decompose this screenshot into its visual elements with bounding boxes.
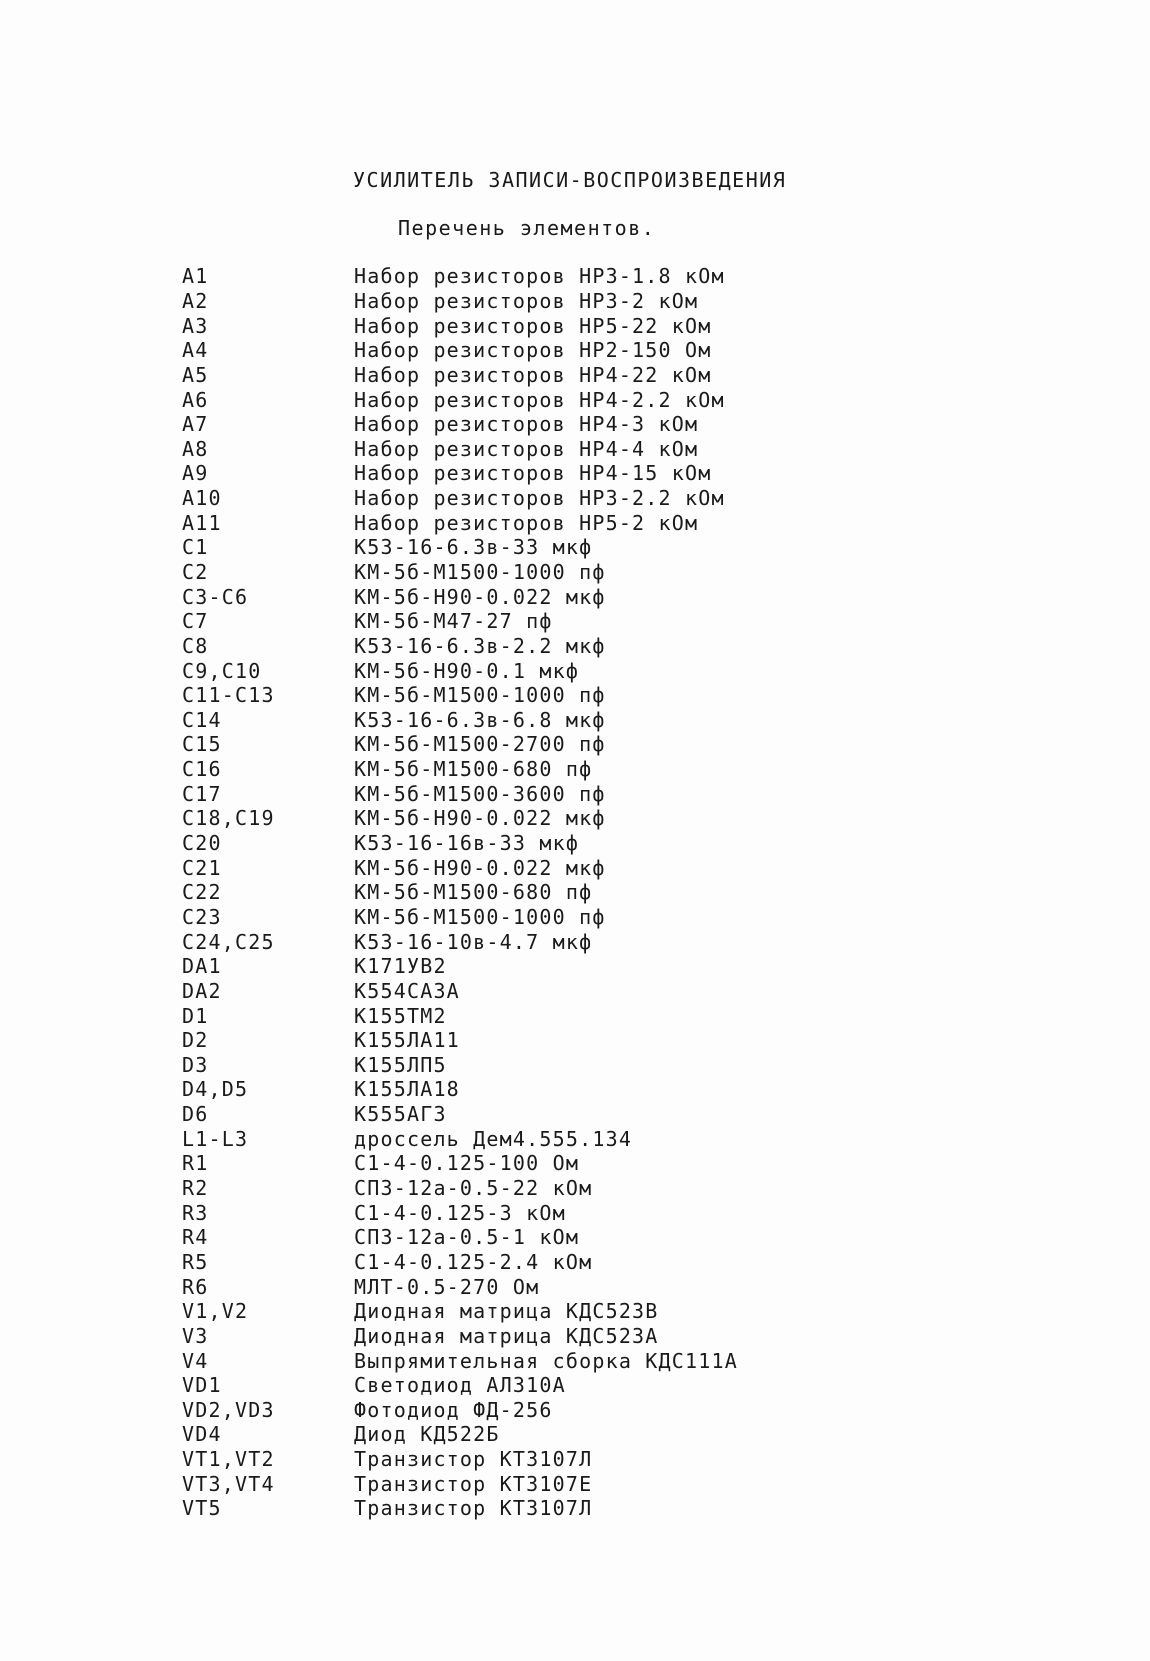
element-list-row — [182, 1176, 1082, 1201]
element-designator: C15 — [182, 732, 222, 757]
element-description: Набор резисторов НР4-2.2 кОм — [354, 387, 725, 412]
element-list-row — [182, 634, 1082, 659]
element-list-row — [182, 584, 1082, 609]
element-designator: R1 — [182, 1151, 209, 1176]
element-designator: V3 — [182, 1323, 209, 1348]
element-list-row — [182, 658, 1082, 683]
element-list-row — [182, 806, 1082, 831]
element-list-row — [182, 486, 1082, 511]
element-designator: C14 — [182, 707, 222, 732]
element-list-row — [182, 708, 1082, 733]
element-list-row — [182, 1225, 1082, 1250]
element-list-row — [182, 683, 1082, 708]
element-description: Набор резисторов НР3-2 кОм — [354, 288, 699, 313]
element-list-row — [182, 1496, 1082, 1521]
element-list-row — [182, 1250, 1082, 1275]
element-designator: D6 — [182, 1102, 209, 1127]
element-list-row — [182, 609, 1082, 634]
element-description: К53-16-6.3в-6.8 мкф — [354, 707, 606, 732]
element-description: С1-4-0.125-3 кОм — [354, 1200, 566, 1225]
element-designator: C21 — [182, 855, 222, 880]
element-designator: D2 — [182, 1028, 209, 1053]
element-designator: DA2 — [182, 978, 222, 1003]
element-description: Диодная матрица КДС523В — [354, 1299, 659, 1324]
element-designator: C24,C25 — [182, 929, 275, 954]
element-designator: D1 — [182, 1003, 209, 1028]
element-designator: A11 — [182, 510, 222, 535]
element-list-row — [182, 855, 1082, 880]
element-description: С1-4-0.125-2.4 кОм — [354, 1249, 593, 1274]
element-designator: V4 — [182, 1348, 209, 1373]
element-designator: A1 — [182, 264, 209, 289]
element-list-row — [182, 831, 1082, 856]
element-list-row — [182, 1053, 1082, 1078]
element-description: Набор резисторов НР3-2.2 кОм — [354, 486, 725, 511]
element-list-row — [182, 1471, 1082, 1496]
element-list-row — [182, 880, 1082, 905]
element-description: КМ-5б-М1500-1000 пф — [354, 683, 606, 708]
element-designator: V1,V2 — [182, 1299, 249, 1324]
element-designator: A7 — [182, 412, 209, 437]
element-list-row — [182, 1348, 1082, 1373]
element-list-row — [182, 363, 1082, 388]
element-designator: C1 — [182, 535, 209, 560]
element-list-row — [182, 338, 1082, 363]
element-list-row — [182, 1397, 1082, 1422]
element-list-row — [182, 313, 1082, 338]
element-description: К53-16-6.3в-33 мкф — [354, 535, 593, 560]
element-description: КМ-5б-Н90-0.022 мкф — [354, 855, 606, 880]
element-list-row — [182, 461, 1082, 486]
element-description: К53-16-10в-4.7 мкф — [354, 929, 593, 954]
element-designator: C8 — [182, 633, 209, 658]
element-list-row — [182, 757, 1082, 782]
element-list-row — [182, 264, 1082, 289]
element-description: КМ-5б-М1500-1000 пф — [354, 560, 606, 584]
element-designator: R6 — [182, 1274, 209, 1299]
element-list-row — [182, 412, 1082, 437]
element-list-row — [182, 387, 1082, 412]
element-list-row — [182, 1028, 1082, 1053]
element-description: Выпрямительная сборка КДС111А — [354, 1348, 738, 1373]
element-list-row — [182, 560, 1082, 585]
element-description: дроссель Дем4.555.134 — [354, 1126, 633, 1151]
element-description: СП3-12а-0.5-1 кОм — [354, 1225, 580, 1250]
element-list-row — [182, 289, 1082, 314]
document-subtitle: Перечень элементов. — [398, 216, 656, 240]
element-list-row — [182, 1447, 1082, 1472]
element-list-row — [182, 732, 1082, 757]
element-description: КМ-5б-М1500-2700 пф — [354, 732, 606, 757]
element-description: СП3-12а-0.5-22 кОм — [354, 1176, 593, 1201]
element-designator: C7 — [182, 609, 209, 634]
element-description: Транзистор КТ3107Л — [354, 1496, 593, 1521]
element-designator: VD4 — [182, 1422, 222, 1447]
element-description: К171УВ2 — [354, 954, 447, 979]
element-designator: C23 — [182, 904, 222, 929]
element-list-row — [182, 436, 1082, 461]
element-description: КМ-5б-М1500-3600 пф — [354, 781, 606, 806]
element-list-row — [182, 1200, 1082, 1225]
element-designator: D4,D5 — [182, 1077, 249, 1102]
element-description: Транзистор КТ3107Е — [354, 1471, 593, 1496]
element-description: КМ-5б-М1500-1000 пф — [354, 904, 606, 929]
element-list-row — [182, 905, 1082, 930]
element-list-row — [182, 1324, 1082, 1349]
element-list-row — [182, 954, 1082, 979]
element-designator: R4 — [182, 1225, 209, 1250]
element-description: КМ-5б-М1500-680 пф — [354, 880, 593, 905]
element-designator: VT3,VT4 — [182, 1471, 275, 1496]
element-list-row — [182, 1003, 1082, 1028]
element-description: К155ЛП5 — [354, 1052, 447, 1077]
element-description: К155ЛА18 — [354, 1077, 460, 1102]
element-description: Набор резисторов НР4-22 кОм — [354, 362, 712, 387]
element-description: К53-16-16в-33 мкф — [354, 831, 580, 856]
element-designator: VT5 — [182, 1496, 222, 1521]
element-description: Транзистор КТ3107Л — [354, 1447, 593, 1472]
element-description: КМ-5б-М1500-680 пф — [354, 757, 593, 782]
element-designator: VT1,VT2 — [182, 1447, 275, 1472]
element-list — [182, 264, 1082, 1521]
element-list-row — [182, 979, 1082, 1004]
element-designator: D3 — [182, 1052, 209, 1077]
element-description: Диод КД522Б — [354, 1422, 500, 1447]
element-designator: A4 — [182, 338, 209, 363]
element-designator: C2 — [182, 560, 209, 584]
element-list-row — [182, 1422, 1082, 1447]
element-designator: C3-C6 — [182, 584, 249, 609]
element-description: Набор резисторов НР3-1.8 кОм — [354, 264, 725, 289]
element-description: Фотодиод ФД-256 — [354, 1397, 553, 1422]
element-list-row — [182, 1126, 1082, 1151]
element-list-row — [182, 535, 1082, 560]
document-title: УСИЛИТЕЛЬ ЗАПИСИ-ВОСПРОИЗВЕДЕНИЯ — [353, 168, 787, 192]
element-description: Набор резисторов НР4-4 кОм — [354, 436, 699, 461]
element-list-row — [182, 1373, 1082, 1398]
element-designator: A5 — [182, 362, 209, 387]
element-description: Светодиод АЛ310А — [354, 1373, 566, 1398]
element-description: С1-4-0.125-100 Ом — [354, 1151, 580, 1176]
element-designator: VD1 — [182, 1373, 222, 1398]
element-designator: A6 — [182, 387, 209, 412]
element-list-row — [182, 929, 1082, 954]
element-description: КМ-5б-Н90-0.1 мкф — [354, 658, 580, 683]
element-list-row — [182, 1077, 1082, 1102]
element-description: К555АГ3 — [354, 1102, 447, 1127]
element-designator: A2 — [182, 288, 209, 313]
element-designator: R2 — [182, 1176, 209, 1201]
element-description: КМ-5б-М47-27 пф — [354, 609, 553, 634]
element-description: Набор резисторов НР4-15 кОм — [354, 461, 712, 486]
element-description: Набор резисторов НР4-3 кОм — [354, 412, 699, 437]
element-description: МЛТ-0.5-270 Ом — [354, 1274, 540, 1299]
element-list-row — [182, 1274, 1082, 1299]
element-description: Набор резисторов НР2-150 Ом — [354, 338, 712, 363]
element-description: КМ-5б-Н90-0.022 мкф — [354, 806, 606, 831]
element-description: Набор резисторов НР5-22 кОм — [354, 313, 712, 338]
element-designator: C16 — [182, 757, 222, 782]
element-designator: A3 — [182, 313, 209, 338]
element-designator: C17 — [182, 781, 222, 806]
element-designator: C22 — [182, 880, 222, 905]
element-designator: A10 — [182, 486, 222, 511]
element-list-row — [182, 1102, 1082, 1127]
element-description: Диодная матрица КДС523А — [354, 1323, 659, 1348]
element-designator: C11-C13 — [182, 683, 275, 708]
element-designator: VD2,VD3 — [182, 1397, 275, 1422]
element-designator: DA1 — [182, 954, 222, 979]
element-description: К53-16-6.3в-2.2 мкф — [354, 633, 606, 658]
element-designator: R5 — [182, 1249, 209, 1274]
element-designator: L1-L3 — [182, 1126, 249, 1151]
element-list-row — [182, 1151, 1082, 1176]
element-description: К155ТМ2 — [354, 1003, 447, 1028]
element-designator: A8 — [182, 436, 209, 461]
element-list-row — [182, 1299, 1082, 1324]
element-description: Набор резисторов НР5-2 кОм — [354, 510, 699, 535]
element-description: К155ЛА11 — [354, 1028, 460, 1053]
element-designator: R3 — [182, 1200, 209, 1225]
element-list-row — [182, 510, 1082, 535]
element-list-row — [182, 781, 1082, 806]
element-description: КМ-5б-Н90-0.022 мкф — [354, 584, 606, 609]
element-designator: C18,C19 — [182, 806, 275, 831]
element-designator: A9 — [182, 461, 209, 486]
element-designator: C9,C10 — [182, 658, 262, 683]
element-designator: C20 — [182, 831, 222, 856]
element-description: К554СА3А — [354, 978, 460, 1003]
